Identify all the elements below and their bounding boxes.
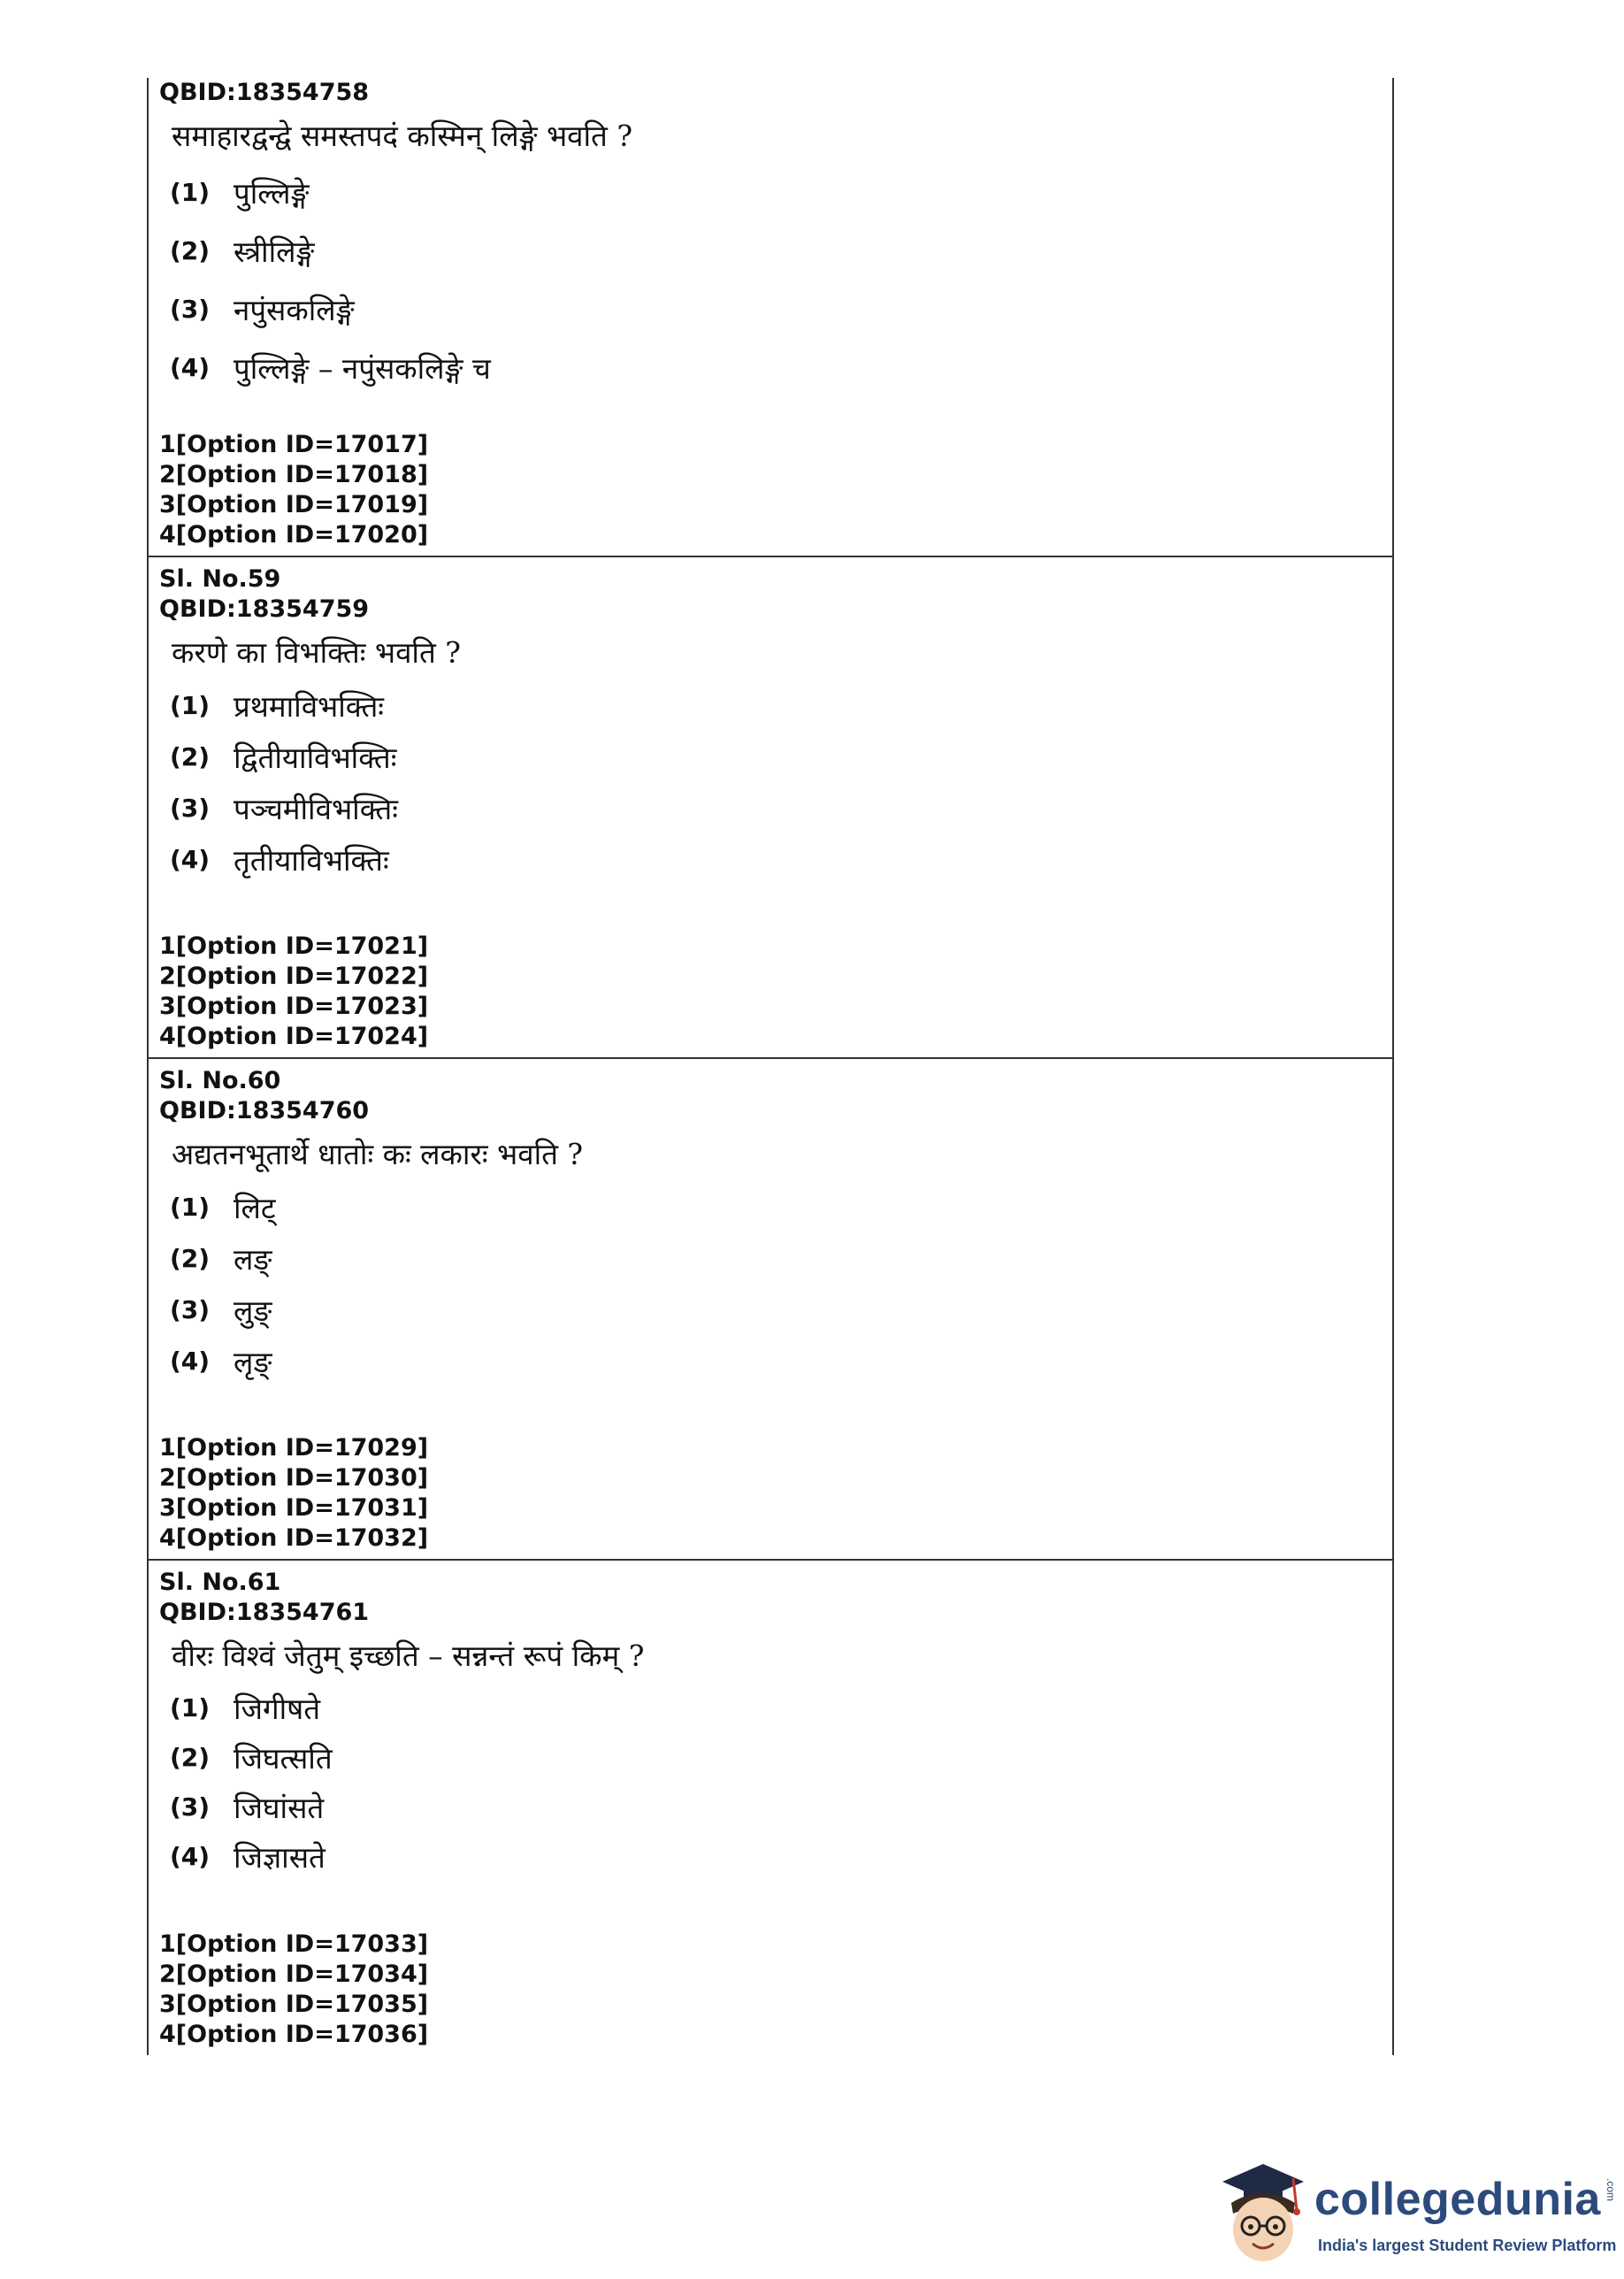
question-text: समाहारद्वन्द्वे समस्तपदं कस्मिन् लिङ्गे भवति ? [172, 119, 633, 153]
option-text: लुङ् [234, 1293, 272, 1328]
question-block-58 [149, 78, 1392, 557]
logo-dotcom: .com [1605, 2177, 1618, 2202]
option-id-list [149, 430, 428, 550]
option-text: स्त्रीलिङ्गे [234, 234, 315, 269]
option-number: (4) [170, 352, 211, 382]
option-id: 3[Option ID=17019] [159, 491, 429, 518]
option-id: 1[Option ID=17017] [159, 431, 429, 458]
option-number: (2) [170, 1243, 211, 1273]
option-1 [149, 679, 1392, 731]
option-3 [149, 782, 1392, 833]
qbid: QBID:18354758 [159, 79, 370, 106]
qbid: QBID:18354761 [159, 1599, 370, 1626]
option-number: (2) [170, 741, 211, 771]
option-id: 4[Option ID=17024] [159, 1023, 429, 1050]
option-4 [149, 833, 1392, 885]
option-text: तृतीयाविभक्तिः [234, 842, 389, 878]
question-text: वीरः विश्वं जेतुम् इच्छति – सन्नन्तं रूपं किम् ? [172, 1638, 645, 1673]
option-text: पुल्लिङ्गे – नपुंसकलिङ्गे च [234, 350, 491, 386]
option-id: 2[Option ID=17030] [159, 1464, 429, 1492]
option-number: (1) [170, 1692, 211, 1723]
mascot-icon [1205, 2148, 1321, 2272]
option-id: 3[Option ID=17031] [159, 1494, 429, 1522]
option-3 [149, 1782, 1392, 1831]
option-id: 2[Option ID=17034] [159, 1961, 429, 1988]
option-number: (1) [170, 690, 211, 720]
qbid: QBID:18354760 [159, 1097, 370, 1124]
option-1 [149, 1683, 1392, 1732]
option-number: (4) [170, 1346, 211, 1376]
question-text: करणे का विभक्तिः भवति ? [172, 635, 461, 670]
option-id: 2[Option ID=17022] [159, 963, 429, 990]
option-text: जिघत्सति [234, 1740, 333, 1776]
option-4 [149, 1831, 1392, 1881]
serial-number: Sl. No.60 [159, 1067, 281, 1094]
option-id: 1[Option ID=17029] [159, 1434, 429, 1462]
option-3 [149, 1284, 1392, 1335]
option-number: (3) [170, 294, 211, 324]
option-id: 4[Option ID=17032] [159, 1524, 429, 1552]
option-number: (4) [170, 1841, 211, 1871]
option-number: (4) [170, 844, 211, 874]
option-text: जिगीषते [234, 1691, 321, 1726]
option-number: (2) [170, 235, 211, 265]
option-2 [149, 731, 1392, 782]
option-number: (2) [170, 1742, 211, 1772]
option-id: 2[Option ID=17018] [159, 461, 429, 488]
qbid: QBID:18354759 [159, 595, 370, 623]
option-text: लिट् [234, 1190, 276, 1225]
serial-number: Sl. No.59 [159, 565, 281, 593]
logo-tagline: India's largest Student Review Platform [1318, 2237, 1617, 2254]
option-2 [149, 1232, 1392, 1284]
option-text: लृङ् [234, 1344, 272, 1379]
option-3 [149, 280, 1392, 338]
option-id: 3[Option ID=17035] [159, 1991, 429, 2018]
option-id-list [149, 932, 428, 1052]
option-4 [149, 338, 1392, 396]
option-number: (1) [170, 177, 211, 207]
option-id: 4[Option ID=17036] [159, 2021, 429, 2048]
option-number: (3) [170, 1792, 211, 1822]
option-4 [149, 1335, 1392, 1386]
question-block-61 [149, 1568, 1392, 2055]
option-text: प्रथमाविभक्तिः [234, 688, 384, 724]
option-id: 1[Option ID=17033] [159, 1930, 429, 1958]
option-text: नपुंसकलिङ्गे [234, 292, 355, 327]
option-2 [149, 221, 1392, 280]
question-sheet [147, 78, 1394, 2055]
option-id: 3[Option ID=17023] [159, 993, 429, 1020]
option-text: लङ् [234, 1241, 272, 1277]
question-block-60 [149, 1066, 1392, 1561]
option-2 [149, 1732, 1392, 1782]
option-number: (3) [170, 793, 211, 823]
option-number: (1) [170, 1192, 211, 1222]
option-text: पञ्चमीविभक्तिः [234, 791, 398, 826]
option-1 [149, 163, 1392, 221]
option-text: पुल्लिङ्गे [234, 175, 310, 211]
question-text: अद्यतनभूतार्थे धातोः कः लकारः भवति ? [172, 1137, 584, 1171]
option-id: 4[Option ID=17020] [159, 521, 429, 549]
option-1 [149, 1181, 1392, 1232]
serial-number: Sl. No.61 [159, 1569, 281, 1596]
option-id: 1[Option ID=17021] [159, 932, 429, 960]
option-id-list [149, 1930, 428, 2050]
collegedunia-logo[interactable] [1205, 2148, 1620, 2272]
logo-name: collegedunia [1314, 2174, 1601, 2225]
option-text: द्वितीयाविभक्तिः [234, 740, 397, 775]
option-text: जिघांसते [234, 1790, 325, 1825]
option-number: (3) [170, 1294, 211, 1324]
option-id-list [149, 1433, 428, 1554]
option-text: जिज्ञासते [234, 1839, 326, 1875]
question-block-59 [149, 564, 1392, 1059]
